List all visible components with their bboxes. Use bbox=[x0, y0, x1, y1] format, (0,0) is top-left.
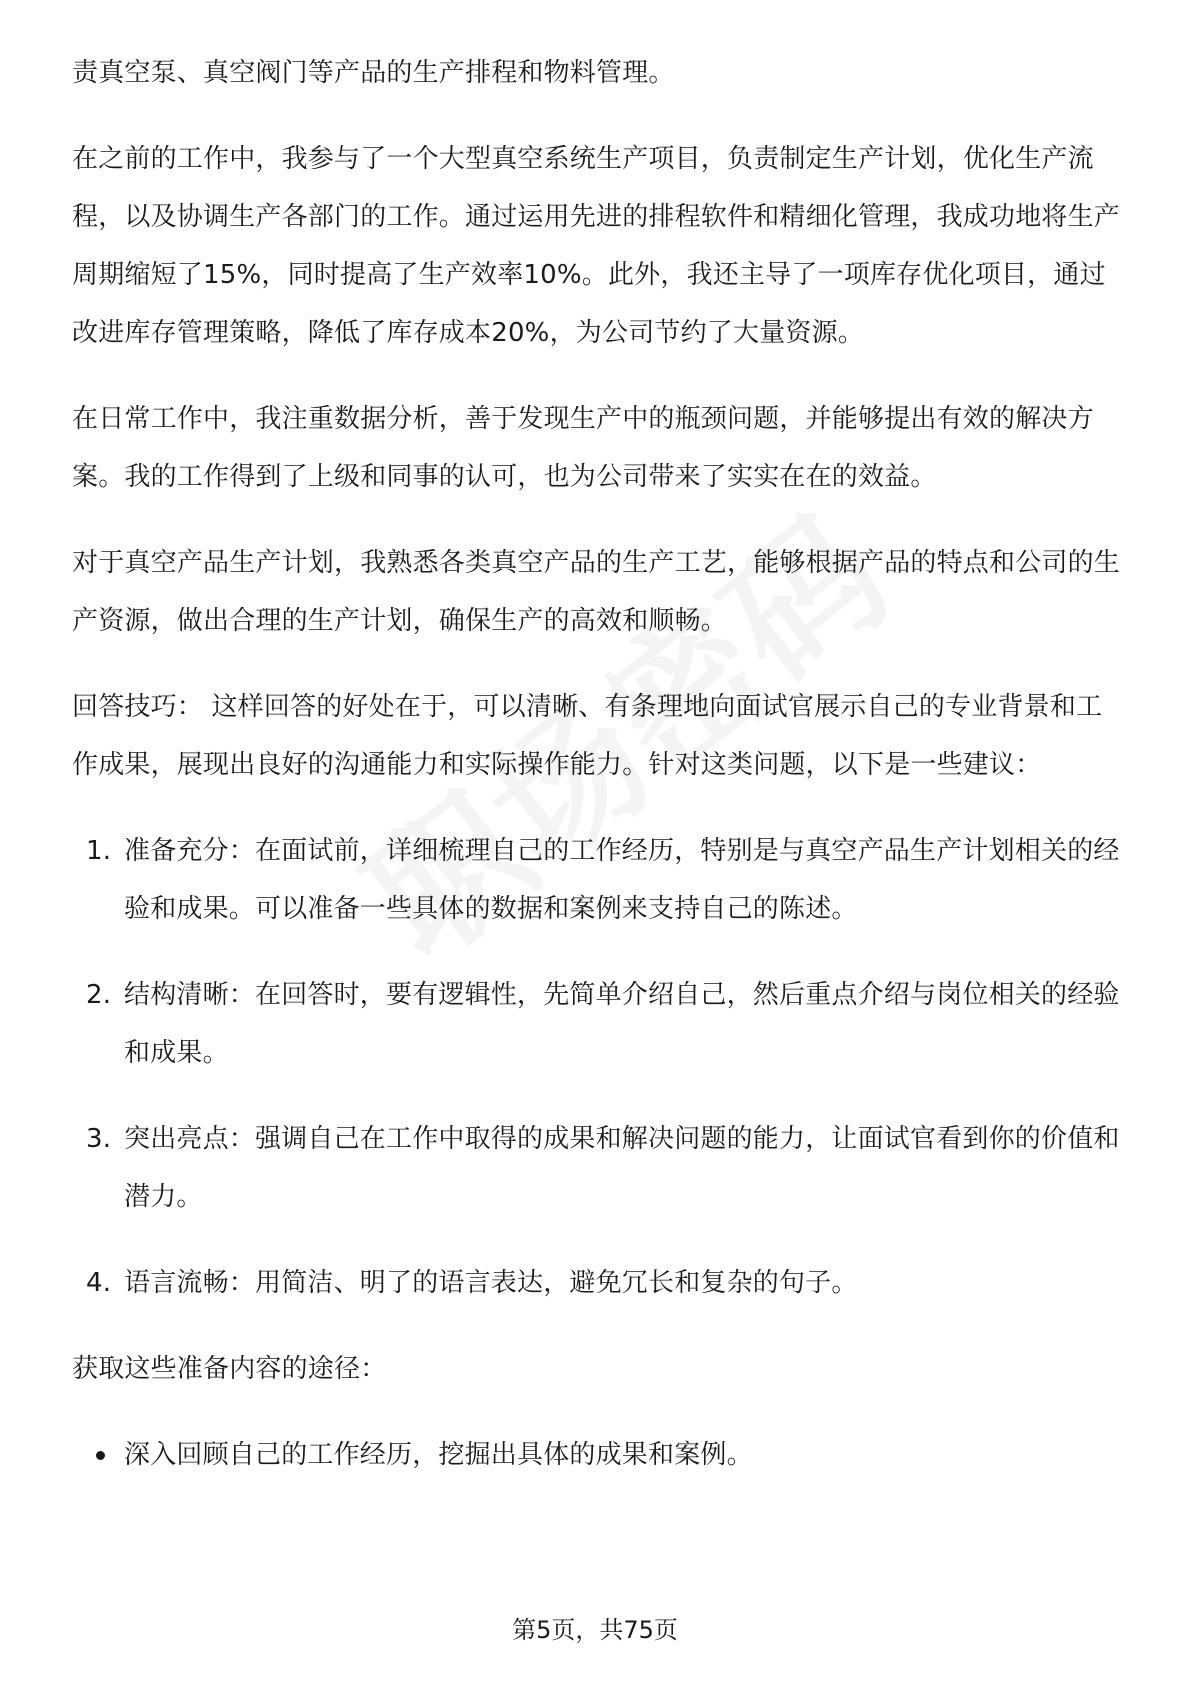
paragraph-answer-tips: 回答技巧： 这样回答的好处在于，可以清晰、有条理地向面试官展示自己的专业背景和工作成果，展现出良好的沟通能力和实际操作能力。针对这类问题，以下是一些建议： bbox=[72, 692, 1103, 780]
list-item-text: 突出亮点：强调自己在工作中取得的成果和解决问题的能力，让面试官看到你的价值和潜力。 bbox=[124, 1124, 1120, 1212]
list-item-text: 语言流畅：用简洁、明了的语言表达，避免冗长和复杂的句子。 bbox=[124, 1268, 858, 1298]
page-number-footer: 第5页，共75页 bbox=[512, 1616, 678, 1644]
tips-list bbox=[72, 822, 1120, 1312]
paragraph-production-planning: 对于真空产品生产计划，我熟悉各类真空产品的生产工艺，能够根据产品的特点和公司的生产资源，做出合理的生产计划，确保生产的高效和顺畅。 bbox=[72, 548, 1121, 636]
list-item bbox=[72, 822, 1120, 938]
list-item-text: 准备充分：在面试前，详细梳理自己的工作经历，特别是与真空产品生产计划相关的经验和成果。可以准备一些具体的数据和案例来支持自己的陈述。 bbox=[124, 836, 1120, 924]
sources-heading: 获取这些准备内容的途径： bbox=[72, 1354, 387, 1384]
list-item-number: 4. bbox=[86, 1268, 112, 1298]
list-item-number: 2. bbox=[86, 980, 112, 1010]
paragraph-experience: 在之前的工作中，我参与了一个大型真空系统生产项目，负责制定生产计划，优化生产流程，以及协调生产各部门的工作。通过运用先进的排程软件和精细化管理，我成功地将生产周期缩短了15%，同时提高了生产效率10%。此外，我还主导了一项库存优化项目，通过改进库存管理策略，降低了库存成本20%，为公司节约了大量资源。 bbox=[72, 144, 1121, 348]
list-item bbox=[72, 966, 1120, 1082]
list-item-text: 结构清晰：在回答时，要有逻辑性，先简单介绍自己，然后重点介绍与岗位相关的经验和成果。 bbox=[124, 980, 1120, 1068]
paragraph-daily-work: 在日常工作中，我注重数据分析，善于发现生产中的瓶颈问题，并能够提出有效的解决方案。我的工作得到了上级和同事的认可，也为公司带来了实实在在的效益。 bbox=[72, 404, 1094, 492]
list-item bbox=[72, 1110, 1120, 1226]
list-item-text: 深入回顾自己的工作经历，挖掘出具体的成果和案例。 bbox=[124, 1440, 753, 1470]
list-item bbox=[72, 1254, 1120, 1312]
page-content bbox=[72, 44, 1120, 1484]
bullet-icon bbox=[96, 1451, 105, 1460]
list-item bbox=[72, 1426, 1120, 1484]
list-item-number: 3. bbox=[86, 1124, 112, 1154]
list-item-number: 1. bbox=[86, 836, 112, 866]
paragraph-continuation: 责真空泵、真空阀门等产品的生产排程和物料管理。 bbox=[72, 58, 675, 88]
sources-list bbox=[72, 1426, 1120, 1484]
